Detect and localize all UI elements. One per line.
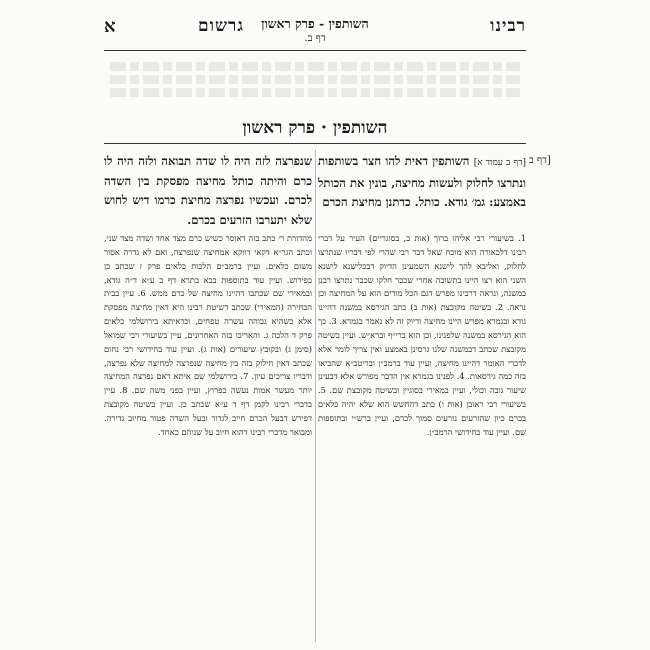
header-page-letter: א bbox=[104, 16, 116, 37]
commentary-text-right: השותפין דאית להו חצר בשותפות ונתרצו לחלוק ולעשות מחיצה, בונין את הכותל באמצע: גמ׳ גודא. כותל. כדתנן מחיצת הכרם bbox=[318, 154, 526, 209]
column-divider bbox=[315, 150, 316, 642]
footnotes-right-column bbox=[318, 232, 526, 642]
bleed-through-text bbox=[110, 58, 520, 108]
header-rule bbox=[104, 50, 526, 51]
footnotes-text-left: מהדורת ר׳ כתב בזה דאוסר כשיש כרם מצד אחד ושדה מצד שני, וכתב הגר״א דקאי דווקא אמחיצה שנפרצה, ואם לא גדרה אסור משום כלאים. ועיין ברמב״ם הלכות כלאים פרק ז שכתב כן בפירוש. ועיין עוד בתוספות בבא בתרא דף ב ע״א ד״ה גודא, ובמאירי שם שכתבו דהיינו מחיצה של כרם ממש. 6. עיין בבית הבחירה (המאירי) שכתב דשיטת רבינו היא דאין מחיצה מפסקת אלא כשהיא גבוהה עשרה טפחים, וכדאיתא בירושלמי כלאים פרק ד הלכה ג. והאריכו בזה האחרונים, עיין בשיעורי רבי שמואל (סימן ג) ובקובץ שיעורים (אות ג). ועיין עוד בחידושי רבי נחום שכתב דאין חילוק בזה בין מחיצה שנפרצה למחיצה שלא נפרצה, ודבריו צריכים עיון. 7. בירושלמי שם איתא דאם נפרצה המחיצה יותר מעשר אמות נעשה כפרוץ, ועיין בפני משה שם. 8. עיין בדברי רבינו לקמן דף ד ע״א שכתב כן. ועיין בשיטה מקובצת דפירש דבעל הכרם חייב לגדור ובעל השדה פטור מחיוב גדירה. ומבואר מדברי רבינו דהוא חיוב על שניהם כאחד. bbox=[104, 233, 312, 437]
footnotes-text-right: 1. בשיעורי רבי אליהו ברוך (אות ב, בסוגריים) העיר על דברי רבינו דלכאורה הוא מוכח שאל דבר רבי שהרי לפי דבריו שנתרצו לחלוק, ואליבא להך לישנא השמעינן הדיוק דבכלישנא לישנא השני הוא רצו היינו בתשובה אחרי שכבר חלקו שכבר נתרצו רבנן במשנה, ונראה דרבינו מפרש דגם הכל מודים הוא על המחיצה וכן נראה. 2. בשיטה מקובצת (אות ב) כתב הגירסא במשנה דהיינו גודא ובגמרא מפרש היינו מחיצה ודיוק זה לא נאמר בגמרא. 3. כך הוא הגירסא במשנה שלפנינו, וכן הוא ברי״ף וברא״ש. ועיין בשיטה מקובצת שכתב דבמשנה שלנו גרסינן באמצע ואין צריך לומר אלא לדברי האומר דהיינו מחיצה, ועיין עוד ברמב״ן ובריטב״א שהביאו בזה כמה גירסאות. 4. לפנינו בגמרא אין הדבר מפורש אלא דבעינן שיעור גובה וכולי, ועיין במאירי בסוגיין ובשיטה מקובצת שם. 5. בשיעורי רבי ראובן (אות ו) כתב דהחשש הוא שלא יהיה כלאים בכרם כיון שהזרעים נזרעים סמוך לכרם, ועיין ברש״י ובתוספות שם. ועיין עוד בחידושי הרמב״ן. bbox=[318, 233, 526, 437]
header-chapter: השותפין - פרק ראשון bbox=[261, 16, 369, 31]
daf-reference: [דף ב עמוד א] bbox=[473, 158, 526, 168]
commentary-right-column bbox=[318, 152, 526, 213]
chapter-title: השותפין · פרק ראשון bbox=[242, 118, 388, 138]
header-daf: דף ב. bbox=[304, 33, 326, 44]
chapter-rule bbox=[104, 143, 526, 144]
commentary-left-column bbox=[104, 152, 312, 230]
header-title-right: רבינו bbox=[490, 16, 526, 36]
header-title-left: גרשום bbox=[198, 16, 244, 36]
commentary-text-left: שנפרצה לזה היה לו שדה תבואה ולזה היה לו כרם והיתה כותל מחיצה מפסקת בין השדה לכרם. ועכשיו נפרצה מחיצת כרמו דיש לחוש שלא יתערבו הזרעים בכרם. bbox=[104, 154, 312, 227]
footnotes-left-column bbox=[104, 232, 312, 642]
margin-reference: [דף ב bbox=[529, 155, 551, 166]
running-header bbox=[104, 16, 526, 50]
